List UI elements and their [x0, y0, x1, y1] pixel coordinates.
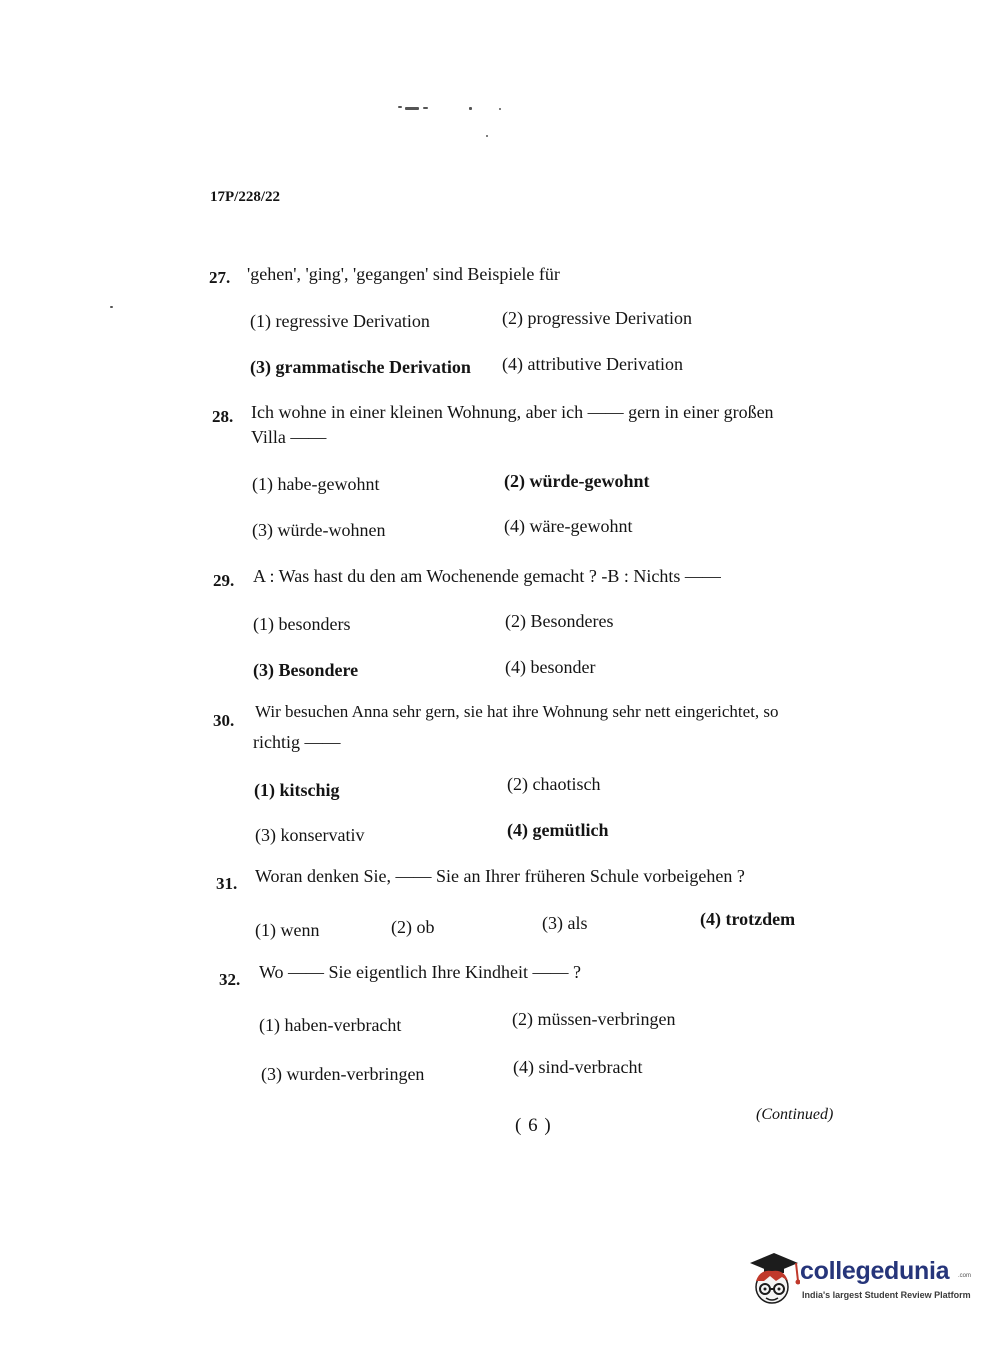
option-2: (2) progressive Derivation	[502, 308, 692, 328]
brand-tagline: India's largest Student Review Platform	[802, 1290, 971, 1300]
question-text: Woran denken Sie, —— Sie an Ihrer früheren Schule vorbeigehen ?	[255, 866, 745, 886]
question-text: A : Was hast du den am Wochenende gemacht ? -B : Nichts ——	[253, 566, 721, 586]
mascot-icon	[742, 1251, 800, 1311]
question-number: 27.	[209, 268, 231, 287]
option-1: (1) habe-gewohnt	[252, 474, 380, 494]
question-text: 'gehen', 'ging', 'gegangen' sind Beispiele für	[247, 264, 560, 284]
brand-name: collegedunia	[800, 1257, 950, 1285]
question-text: Wo —— Sie eigentlich Ihre Kindheit —— ?	[259, 962, 581, 982]
option-2: (2) Besonderes	[505, 611, 614, 631]
page-number: ( 6 )	[515, 1115, 552, 1136]
option-4: (4) trotzdem	[700, 909, 796, 929]
option-2: (2) ob	[391, 917, 435, 937]
option-4: (4) sind-verbracht	[513, 1057, 643, 1077]
option-4: (4) gemütlich	[507, 820, 609, 840]
option-1: (1) besonders	[253, 614, 351, 634]
option-3: (3) Besondere	[253, 660, 359, 680]
question-text: Wir besuchen Anna sehr gern, sie hat ihre Wohnung sehr nett eingerichtet, so	[255, 702, 779, 721]
continued-label: (Continued)	[756, 1106, 834, 1123]
brand-tld: .com	[958, 1273, 972, 1279]
option-3: (3) konservativ	[255, 825, 365, 845]
question-text-continued: richtig ——	[253, 732, 341, 752]
option-4: (4) attributive Derivation	[502, 354, 683, 374]
question-number: 32.	[219, 970, 241, 989]
option-2: (2) müssen-verbringen	[512, 1009, 676, 1029]
option-3: (3) grammatische Derivation	[250, 357, 471, 377]
collegedunia-logo	[742, 1251, 972, 1311]
option-1: (1) regressive Derivation	[250, 311, 430, 331]
option-2: (2) chaotisch	[507, 774, 601, 794]
option-4: (4) besonder	[505, 657, 596, 677]
question-number: 29.	[213, 571, 235, 590]
option-4: (4) wäre-gewohnt	[504, 516, 633, 536]
option-3: (3) als	[542, 913, 588, 933]
option-1: (1) kitschig	[254, 780, 340, 800]
option-1: (1) haben-verbracht	[259, 1015, 402, 1035]
question-number: 28.	[212, 407, 234, 426]
option-1: (1) wenn	[255, 920, 320, 940]
option-2: (2) würde-gewohnt	[504, 471, 650, 491]
option-3: (3) würde-wohnen	[252, 520, 386, 540]
document-code: 17P/228/22	[210, 189, 280, 205]
question-number: 30.	[213, 711, 235, 730]
option-3: (3) wurden-verbringen	[261, 1064, 425, 1084]
question-text: Ich wohne in einer kleinen Wohnung, aber ich —— gern in einer großen	[251, 402, 774, 422]
question-text-continued: Villa ——	[251, 427, 327, 447]
question-number: 31.	[216, 874, 238, 893]
